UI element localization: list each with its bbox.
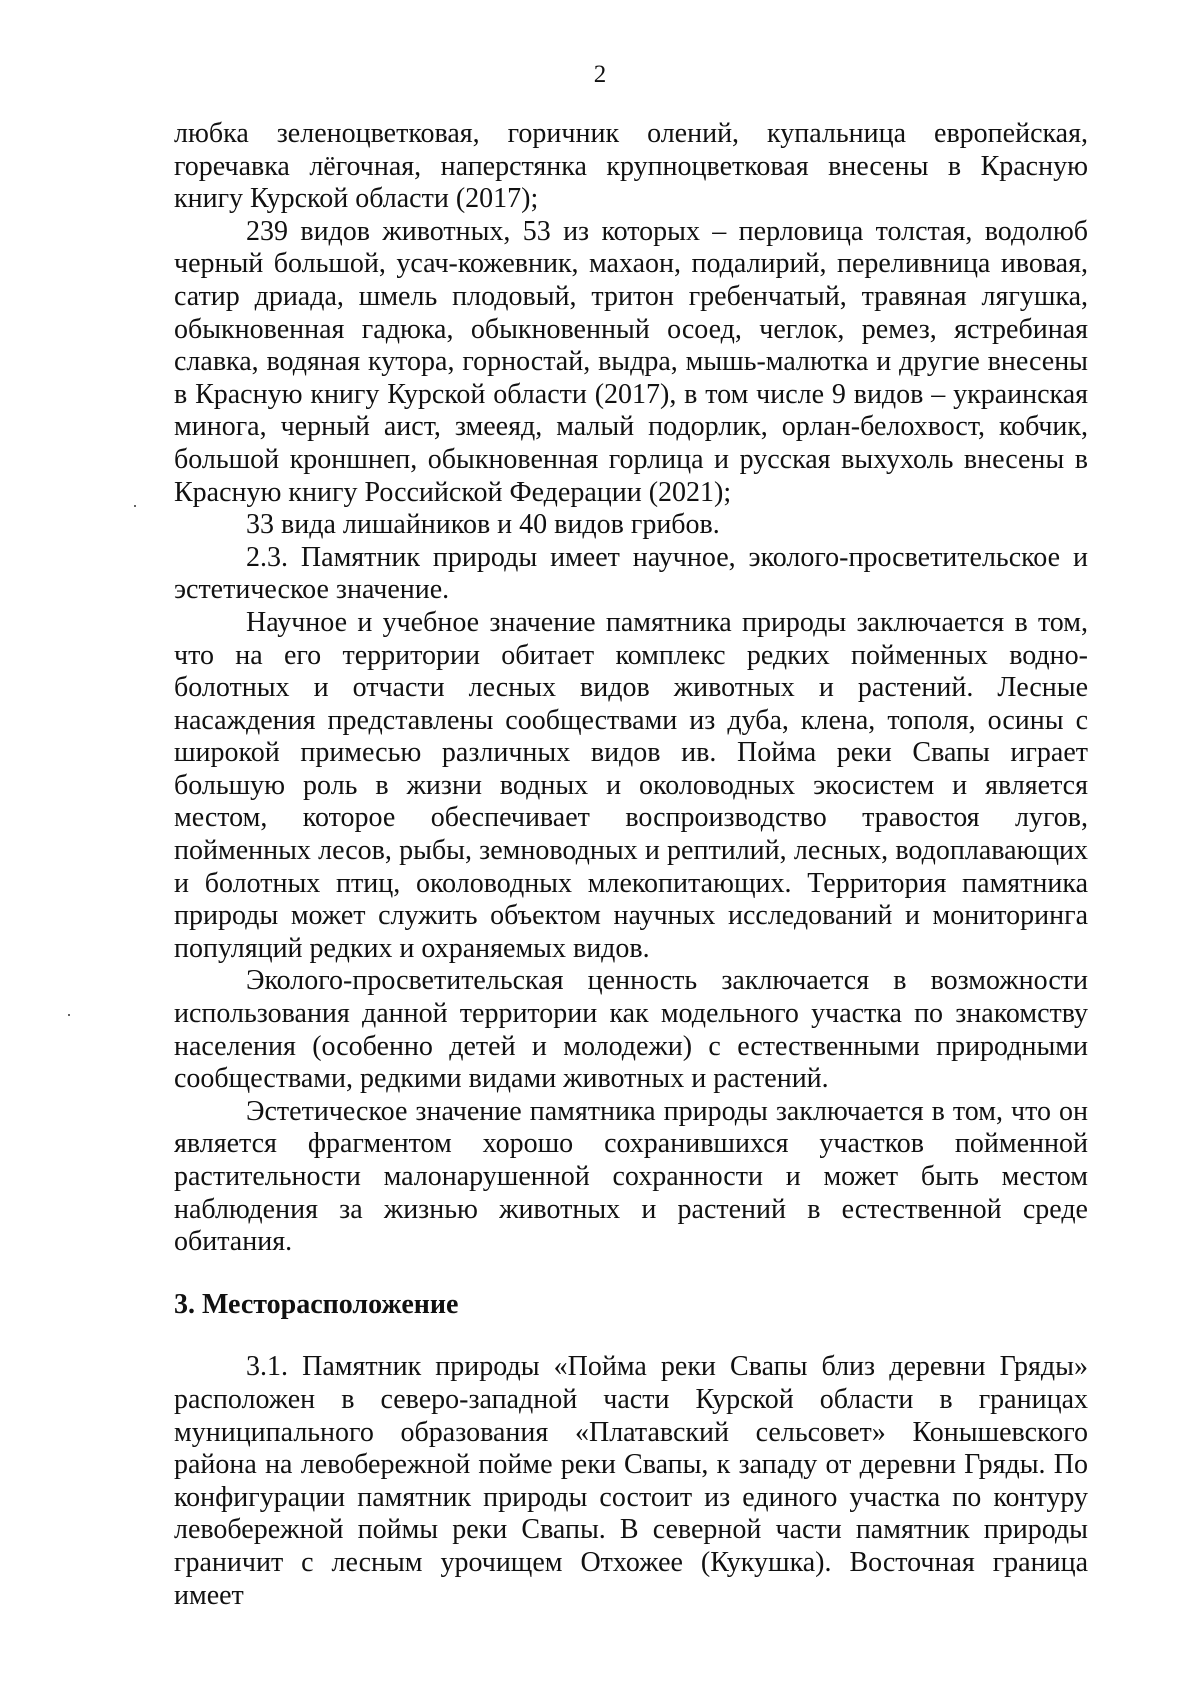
paragraph-animals-list: 239 видов животных, 53 из которых – перловица толстая, водолюб черный большой, усач-кожевник, махаон, подалирий, переливница ивовая, сатир дриада, шмель плодовый, тритон гребенчатый, травяная лягушка, обыкновенная гадюка, обыкновенный осоед, чеглок, ремез, ястребиная славка, водяная кутора, горностай, выдра, мышь-малютка и другие внесены в Красную книгу Курской области (2017), в том числе 9 видов – украинская минога, черный аист, змееяд, малый подорлик, орлан-белохвост, кобчик, большой кроншнеп, обыкновенная горлица и русская выхухоль внесены в Красную книгу Российской Федерации (2021); — [174, 215, 1088, 508]
scan-speck — [134, 505, 136, 507]
paragraph-lichens-fungi: 33 вида лишайников и 40 видов грибов. — [246, 509, 720, 541]
page-number: 2 — [593, 61, 607, 88]
paragraph-scientific-value: Научное и учебное значение памятника природы заключается в том, что на его территории обитает комплекс редких пойменных водно-болотных и отчасти лесных видов животных и растений. Лесные насаждения представлены сообществами из дуба, клена, тополя, осины с широкой примесью различных видов ив. Пойма реки Свапы играет большую роль в жизни водных и околоводных экосистем и является местом, которое обеспечивает воспроизводство травостоя лугов, пойменных лесов, рыбы, земноводных и рептилий, лесных, водоплавающих и болотных птиц, околоводных млекопитающих. Территория памятника природы может служить объектом научных исследований и мониторинга популяций редких и охраняемых видов. — [174, 606, 1088, 964]
scan-speck — [68, 1014, 70, 1016]
section-heading-location: 3. Месторасположение — [174, 1288, 459, 1320]
paragraph-aesthetic-value: Эстетическое значение памятника природы заключается в том, что он является фрагментом хорошо сохранившихся участков пойменной растительности малонарушенной сохранности и может быть местом наблюдения за жизнью животных и растений в естественной среде обитания. — [174, 1095, 1088, 1258]
paragraph-3-1-location: 3.1. Памятник природы «Пойма реки Свапы близ деревни Гряды» расположен в северо-западной части Курской области в границах муниципального образования «Платавский сельсовет» Конышевского района на левобережной пойме реки Свапы, к западу от деревни Гряды. По конфигурации памятник природы состоит из единого участка по контуру левобережной поймы реки Свапы. В северной части памятник природы граничит с лесным урочищем Отхожее (Кукушка). Восточная граница имеет — [174, 1351, 1088, 1611]
paragraph-2-3-significance: 2.3. Памятник природы имеет научное, эколого-просветительское и эстетическое значение. — [174, 541, 1088, 606]
paragraph-plants-list: любка зеленоцветковая, горичник олений, купальница европейская, горечавка лёгочная, наперстянка крупноцветковая внесены в Красную книгу Курской области (2017); — [174, 118, 1088, 215]
document-body — [174, 118, 1088, 1612]
paragraph-educational-value: Эколого-просветительская ценность заключается в возможности использования данной территории как модельного участка по знакомству населения (особенно детей и молодежи) с естественными природными сообществами, редкими видами животных и растений. — [174, 965, 1088, 1095]
